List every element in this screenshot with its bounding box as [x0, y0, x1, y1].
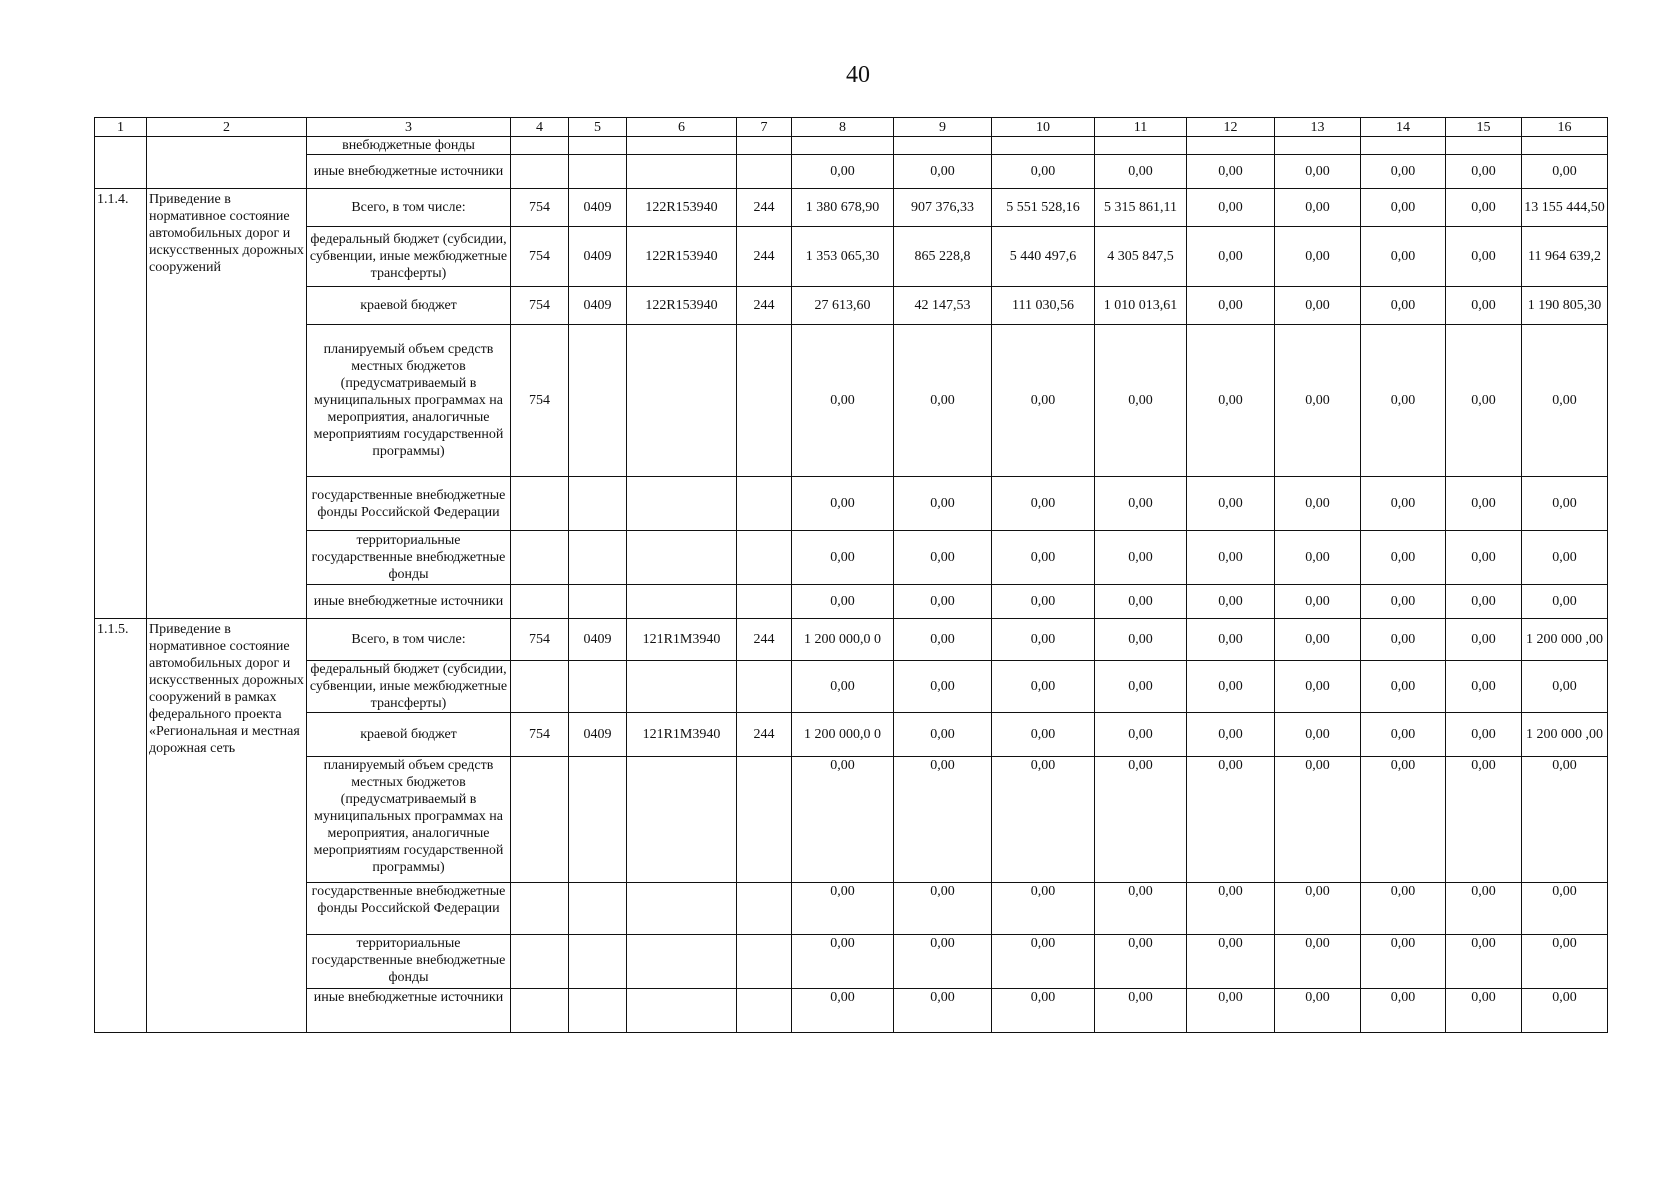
- value-cell: 5 551 528,16: [992, 189, 1095, 227]
- item-name-cell: Приведение в нормативное состояние автомобильных дорог и искусственных дорожных сооружений в рамках федерального проекта «Региональная и местная дорожная сеть: [147, 619, 307, 1033]
- code-cell: [627, 137, 737, 155]
- value-cell: 0,00: [1275, 155, 1361, 189]
- value-cell: 27 613,60: [792, 287, 894, 325]
- code-cell: [627, 661, 737, 713]
- table-row: [95, 137, 1608, 155]
- value-cell: 0,00: [1446, 713, 1522, 757]
- column-header: 5: [569, 118, 627, 137]
- code-cell: [511, 155, 569, 189]
- value-cell: 0,00: [894, 325, 992, 477]
- value-cell: 0,00: [1095, 883, 1187, 935]
- value-cell: 0,00: [1187, 585, 1275, 619]
- value-cell: 0,00: [1275, 713, 1361, 757]
- column-header: 1: [95, 118, 147, 137]
- value-cell: 0,00: [1095, 477, 1187, 531]
- column-header: 7: [737, 118, 792, 137]
- source-cell: краевой бюджет: [307, 713, 511, 757]
- code-cell: 244: [737, 287, 792, 325]
- value-cell: [1361, 137, 1446, 155]
- value-cell: 0,00: [1446, 189, 1522, 227]
- value-cell: 0,00: [1095, 155, 1187, 189]
- value-cell: [1522, 137, 1608, 155]
- code-cell: 244: [737, 227, 792, 287]
- value-cell: 0,00: [1361, 227, 1446, 287]
- source-cell: Всего, в том числе:: [307, 619, 511, 661]
- code-cell: [737, 137, 792, 155]
- code-cell: [511, 935, 569, 989]
- source-cell: планируемый объем средств местных бюджетов (предусматриваемый в муниципальных программах на мероприятия, аналогичные мероприятиям государственной программы): [307, 757, 511, 883]
- code-cell: [569, 531, 627, 585]
- value-cell: 0,00: [1095, 989, 1187, 1033]
- value-cell: 0,00: [894, 531, 992, 585]
- code-cell: 754: [511, 619, 569, 661]
- item-name-cell: Приведение в нормативное состояние автомобильных дорог и искусственных дорожных сооружений: [147, 189, 307, 619]
- source-cell: государственные внебюджетные фонды Российской Федерации: [307, 477, 511, 531]
- value-cell: 0,00: [1522, 661, 1608, 713]
- code-cell: [627, 935, 737, 989]
- value-cell: 0,00: [1187, 287, 1275, 325]
- value-cell: 0,00: [992, 477, 1095, 531]
- value-cell: 0,00: [992, 757, 1095, 883]
- value-cell: 0,00: [1275, 227, 1361, 287]
- table-row: [95, 477, 1608, 531]
- value-cell: 0,00: [992, 935, 1095, 989]
- column-header: 15: [1446, 118, 1522, 137]
- column-header: 13: [1275, 118, 1361, 137]
- value-cell: [1446, 137, 1522, 155]
- value-cell: 0,00: [992, 989, 1095, 1033]
- value-cell: 5 440 497,6: [992, 227, 1095, 287]
- code-cell: [569, 325, 627, 477]
- value-cell: 0,00: [894, 935, 992, 989]
- value-cell: 42 147,53: [894, 287, 992, 325]
- column-header: 12: [1187, 118, 1275, 137]
- value-cell: 0,00: [1522, 325, 1608, 477]
- code-cell: 754: [511, 189, 569, 227]
- value-cell: 0,00: [992, 883, 1095, 935]
- value-cell: [1275, 137, 1361, 155]
- code-cell: [511, 757, 569, 883]
- value-cell: 11 964 639,2: [1522, 227, 1608, 287]
- value-cell: 0,00: [992, 619, 1095, 661]
- value-cell: 0,00: [1187, 531, 1275, 585]
- value-cell: 0,00: [792, 935, 894, 989]
- value-cell: 0,00: [1361, 585, 1446, 619]
- value-cell: 0,00: [1361, 989, 1446, 1033]
- code-cell: [737, 661, 792, 713]
- value-cell: 0,00: [894, 477, 992, 531]
- value-cell: 0,00: [792, 883, 894, 935]
- code-cell: [569, 989, 627, 1033]
- value-cell: 0,00: [1446, 619, 1522, 661]
- value-cell: 0,00: [1095, 935, 1187, 989]
- value-cell: 0,00: [894, 757, 992, 883]
- value-cell: 0,00: [1187, 325, 1275, 477]
- value-cell: 865 228,8: [894, 227, 992, 287]
- value-cell: 0,00: [1361, 325, 1446, 477]
- code-cell: [569, 935, 627, 989]
- value-cell: 0,00: [1446, 155, 1522, 189]
- code-cell: 244: [737, 619, 792, 661]
- code-cell: 0409: [569, 619, 627, 661]
- value-cell: 0,00: [1275, 989, 1361, 1033]
- value-cell: 0,00: [1187, 883, 1275, 935]
- code-cell: 754: [511, 287, 569, 325]
- code-cell: [511, 531, 569, 585]
- code-cell: [737, 935, 792, 989]
- value-cell: 1 190 805,30: [1522, 287, 1608, 325]
- code-cell: 244: [737, 189, 792, 227]
- value-cell: 0,00: [1361, 189, 1446, 227]
- value-cell: 0,00: [1361, 477, 1446, 531]
- value-cell: 0,00: [992, 155, 1095, 189]
- source-cell: иные внебюджетные источники: [307, 585, 511, 619]
- code-cell: [569, 585, 627, 619]
- source-cell: иные внебюджетные источники: [307, 989, 511, 1033]
- value-cell: 0,00: [792, 989, 894, 1033]
- value-cell: 0,00: [894, 713, 992, 757]
- value-cell: 0,00: [1275, 661, 1361, 713]
- table-row: [95, 189, 1608, 227]
- value-cell: 0,00: [1275, 189, 1361, 227]
- code-cell: [627, 325, 737, 477]
- value-cell: 0,00: [792, 585, 894, 619]
- value-cell: 0,00: [1095, 619, 1187, 661]
- value-cell: 0,00: [894, 619, 992, 661]
- value-cell: 0,00: [1095, 585, 1187, 619]
- value-cell: 0,00: [1187, 757, 1275, 883]
- value-cell: 1 200 000,0 0: [792, 713, 894, 757]
- value-cell: 0,00: [1446, 757, 1522, 883]
- column-header: 4: [511, 118, 569, 137]
- value-cell: 0,00: [1522, 935, 1608, 989]
- value-cell: 0,00: [1522, 585, 1608, 619]
- code-cell: [627, 531, 737, 585]
- value-cell: 0,00: [1187, 227, 1275, 287]
- code-cell: 122R153940: [627, 189, 737, 227]
- code-cell: [569, 757, 627, 883]
- value-cell: 0,00: [1522, 155, 1608, 189]
- code-cell: [569, 661, 627, 713]
- value-cell: 1 353 065,30: [792, 227, 894, 287]
- value-cell: [992, 137, 1095, 155]
- code-cell: [737, 325, 792, 477]
- value-cell: 0,00: [1187, 713, 1275, 757]
- value-cell: 0,00: [894, 155, 992, 189]
- value-cell: 0,00: [1275, 477, 1361, 531]
- table-row: [95, 155, 1608, 189]
- code-cell: [737, 531, 792, 585]
- column-header: 3: [307, 118, 511, 137]
- value-cell: 0,00: [1187, 477, 1275, 531]
- source-cell: территориальные государственные внебюджетные фонды: [307, 935, 511, 989]
- value-cell: 0,00: [1446, 287, 1522, 325]
- value-cell: 5 315 861,11: [1095, 189, 1187, 227]
- value-cell: [1095, 137, 1187, 155]
- value-cell: 0,00: [1275, 935, 1361, 989]
- code-cell: 122R153940: [627, 287, 737, 325]
- column-header: 2: [147, 118, 307, 137]
- value-cell: 0,00: [1275, 619, 1361, 661]
- source-cell: федеральный бюджет (субсидии, субвенции, иные межбюджетные трансферты): [307, 227, 511, 287]
- value-cell: 0,00: [1187, 661, 1275, 713]
- budget-table: [94, 117, 1608, 1033]
- value-cell: 0,00: [992, 661, 1095, 713]
- page-number: 40: [846, 62, 870, 88]
- value-cell: 0,00: [1446, 989, 1522, 1033]
- value-cell: 0,00: [792, 757, 894, 883]
- value-cell: 0,00: [894, 585, 992, 619]
- code-cell: [511, 661, 569, 713]
- value-cell: 0,00: [1187, 989, 1275, 1033]
- value-cell: 0,00: [894, 661, 992, 713]
- value-cell: 0,00: [792, 661, 894, 713]
- value-cell: 0,00: [1275, 585, 1361, 619]
- table-row: [95, 713, 1608, 757]
- code-cell: [511, 477, 569, 531]
- column-header: 9: [894, 118, 992, 137]
- value-cell: 0,00: [1522, 757, 1608, 883]
- value-cell: 0,00: [792, 531, 894, 585]
- value-cell: [792, 137, 894, 155]
- table-row: [95, 757, 1608, 883]
- value-cell: 0,00: [1361, 935, 1446, 989]
- source-cell: планируемый объем средств местных бюджетов (предусматриваемый в муниципальных программах на мероприятия, аналогичные мероприятиям государственной программы): [307, 325, 511, 477]
- code-cell: [627, 757, 737, 883]
- code-cell: 244: [737, 713, 792, 757]
- code-cell: [737, 757, 792, 883]
- value-cell: 0,00: [1446, 325, 1522, 477]
- value-cell: 0,00: [1446, 883, 1522, 935]
- code-cell: [627, 585, 737, 619]
- value-cell: 0,00: [1522, 989, 1608, 1033]
- column-header: 16: [1522, 118, 1608, 137]
- value-cell: 0,00: [1275, 883, 1361, 935]
- value-cell: 0,00: [1446, 227, 1522, 287]
- table-row: [95, 287, 1608, 325]
- table-row: [95, 585, 1608, 619]
- value-cell: 0,00: [1095, 531, 1187, 585]
- value-cell: 0,00: [1446, 477, 1522, 531]
- value-cell: 0,00: [1275, 531, 1361, 585]
- value-cell: 0,00: [1522, 883, 1608, 935]
- value-cell: 0,00: [1361, 661, 1446, 713]
- code-cell: 121R1M3940: [627, 619, 737, 661]
- value-cell: 0,00: [1187, 189, 1275, 227]
- source-cell: иные внебюджетные источники: [307, 155, 511, 189]
- value-cell: [894, 137, 992, 155]
- value-cell: 1 200 000,0 0: [792, 619, 894, 661]
- table-row: [95, 883, 1608, 935]
- column-header: 10: [992, 118, 1095, 137]
- value-cell: 0,00: [1187, 155, 1275, 189]
- value-cell: 0,00: [1361, 287, 1446, 325]
- code-cell: 0409: [569, 189, 627, 227]
- value-cell: 0,00: [1187, 935, 1275, 989]
- value-cell: 1 200 000 ,00: [1522, 619, 1608, 661]
- code-cell: [737, 989, 792, 1033]
- value-cell: 0,00: [792, 325, 894, 477]
- value-cell: 0,00: [1095, 661, 1187, 713]
- value-cell: 0,00: [1446, 585, 1522, 619]
- value-cell: 0,00: [894, 989, 992, 1033]
- code-cell: [737, 477, 792, 531]
- code-cell: 754: [511, 227, 569, 287]
- value-cell: 0,00: [1361, 883, 1446, 935]
- table-row: [95, 227, 1608, 287]
- value-cell: 0,00: [1446, 935, 1522, 989]
- code-cell: [627, 155, 737, 189]
- code-cell: [511, 989, 569, 1033]
- value-cell: 0,00: [1187, 619, 1275, 661]
- source-cell: федеральный бюджет (субсидии, субвенции, иные межбюджетные трансферты): [307, 661, 511, 713]
- value-cell: 1 200 000 ,00: [1522, 713, 1608, 757]
- value-cell: 0,00: [1361, 713, 1446, 757]
- value-cell: 0,00: [1275, 287, 1361, 325]
- code-cell: 122R153940: [627, 227, 737, 287]
- code-cell: [737, 883, 792, 935]
- value-cell: [1187, 137, 1275, 155]
- value-cell: 0,00: [792, 155, 894, 189]
- code-cell: 0409: [569, 227, 627, 287]
- column-header: 6: [627, 118, 737, 137]
- item-number-cell: 1.1.4.: [95, 189, 147, 619]
- table-row: [95, 989, 1608, 1033]
- table-row: [95, 619, 1608, 661]
- code-cell: 121R1M3940: [627, 713, 737, 757]
- value-cell: 0,00: [894, 883, 992, 935]
- value-cell: 0,00: [992, 585, 1095, 619]
- value-cell: 4 305 847,5: [1095, 227, 1187, 287]
- code-cell: 0409: [569, 713, 627, 757]
- table-row: [95, 531, 1608, 585]
- value-cell: 0,00: [1275, 325, 1361, 477]
- table-row: [95, 661, 1608, 713]
- source-cell: Всего, в том числе:: [307, 189, 511, 227]
- value-cell: 0,00: [992, 713, 1095, 757]
- value-cell: 0,00: [1361, 757, 1446, 883]
- code-cell: [511, 137, 569, 155]
- value-cell: 0,00: [1522, 477, 1608, 531]
- value-cell: 0,00: [992, 531, 1095, 585]
- value-cell: 0,00: [1275, 757, 1361, 883]
- column-header: 14: [1361, 118, 1446, 137]
- code-cell: [627, 883, 737, 935]
- source-cell: краевой бюджет: [307, 287, 511, 325]
- code-cell: 0409: [569, 287, 627, 325]
- value-cell: 0,00: [1446, 661, 1522, 713]
- code-cell: [569, 137, 627, 155]
- code-cell: 754: [511, 713, 569, 757]
- code-cell: [627, 477, 737, 531]
- item-name-cell: [147, 137, 307, 189]
- value-cell: 0,00: [992, 325, 1095, 477]
- value-cell: 0,00: [1095, 757, 1187, 883]
- code-cell: [737, 155, 792, 189]
- value-cell: 13 155 444,50: [1522, 189, 1608, 227]
- value-cell: 0,00: [1446, 531, 1522, 585]
- code-cell: [511, 883, 569, 935]
- value-cell: 1 380 678,90: [792, 189, 894, 227]
- value-cell: 0,00: [1095, 325, 1187, 477]
- code-cell: [569, 883, 627, 935]
- value-cell: 0,00: [792, 477, 894, 531]
- value-cell: 0,00: [1361, 155, 1446, 189]
- code-cell: [627, 989, 737, 1033]
- column-header: 8: [792, 118, 894, 137]
- source-cell: внебюджетные фонды: [307, 137, 511, 155]
- code-cell: [511, 585, 569, 619]
- code-cell: [569, 155, 627, 189]
- code-cell: [737, 585, 792, 619]
- value-cell: 0,00: [1522, 531, 1608, 585]
- header-row: [95, 118, 1608, 137]
- value-cell: 0,00: [1361, 619, 1446, 661]
- column-header: 11: [1095, 118, 1187, 137]
- code-cell: [569, 477, 627, 531]
- value-cell: 0,00: [1361, 531, 1446, 585]
- value-cell: 111 030,56: [992, 287, 1095, 325]
- table-row: [95, 325, 1608, 477]
- item-number-cell: [95, 137, 147, 189]
- value-cell: 0,00: [1095, 713, 1187, 757]
- item-number-cell: 1.1.5.: [95, 619, 147, 1033]
- value-cell: 1 010 013,61: [1095, 287, 1187, 325]
- value-cell: 907 376,33: [894, 189, 992, 227]
- table-row: [95, 935, 1608, 989]
- source-cell: территориальные государственные внебюджетные фонды: [307, 531, 511, 585]
- code-cell: 754: [511, 325, 569, 477]
- source-cell: государственные внебюджетные фонды Российской Федерации: [307, 883, 511, 935]
